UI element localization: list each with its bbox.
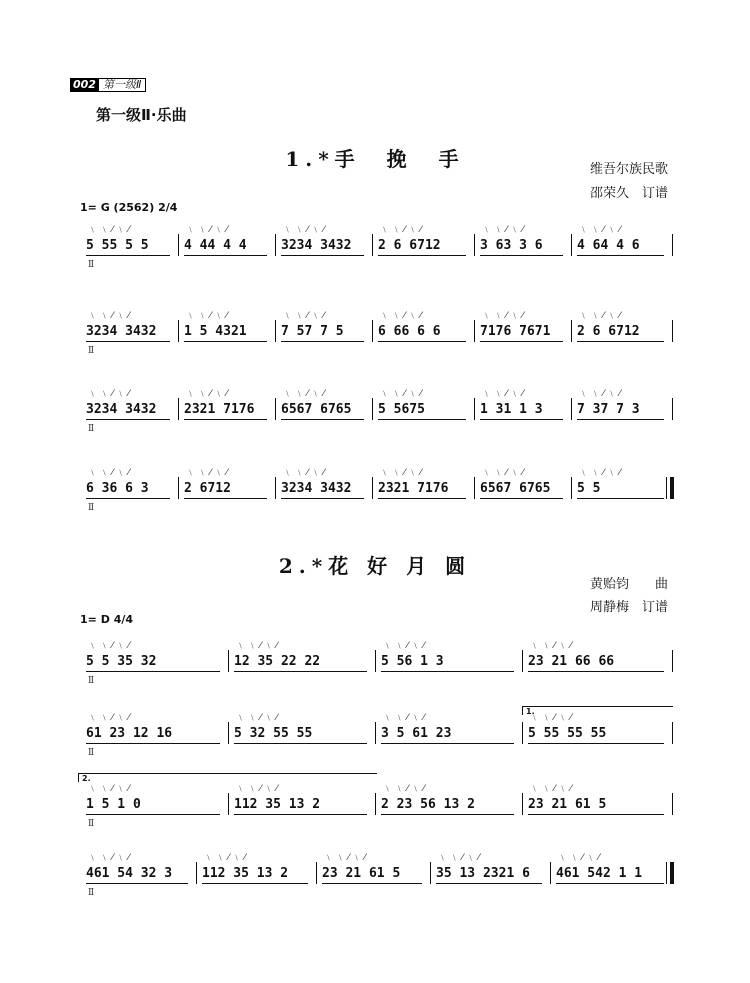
- song2-bowing-mark: ﹨ ﹨ ⁄ ﹨ ⁄: [236, 713, 278, 723]
- song1-bar-line: [275, 398, 276, 420]
- song2-measure: 35 13 2321 6: [436, 866, 530, 881]
- song2-bowing-mark: ﹨ ﹨ ⁄ ﹨ ⁄: [530, 713, 572, 723]
- volta-bracket-2: [78, 773, 377, 782]
- song1-bowing-mark: ﹨ ﹨ ⁄ ﹨ ⁄: [380, 468, 422, 478]
- song1-beam-line: [577, 419, 664, 420]
- song2-bar-line: [228, 793, 229, 815]
- song1-bar-line: [275, 477, 276, 499]
- song1-bar-line: [571, 320, 572, 342]
- song1-measure: 6567 6765: [281, 402, 352, 417]
- song2-bowing-mark: ﹨ ﹨ ⁄ ﹨ ⁄: [204, 853, 246, 863]
- song1-beam-line: [184, 255, 267, 256]
- song1-bowing-mark: ﹨ ﹨ ⁄ ﹨ ⁄: [579, 468, 621, 478]
- song2-credit-arranger: 周静梅 订谱: [589, 600, 668, 615]
- song1-bar-line: [474, 320, 475, 342]
- song1-bar-line: [474, 477, 475, 499]
- song2-bar-line: [550, 862, 551, 884]
- song1-bowing-mark: ﹨ ﹨ ⁄ ﹨ ⁄: [482, 468, 524, 478]
- song2-string-marker: Ⅱ: [88, 819, 95, 829]
- song1-final-barline-thin: [666, 477, 667, 499]
- song1-beam-line: [184, 419, 267, 420]
- song2-beam-line: [234, 814, 367, 815]
- song1-bar-line: [571, 477, 572, 499]
- song2-bowing-mark: ﹨ ﹨ ⁄ ﹨ ⁄: [530, 784, 572, 794]
- song1-bar-line: [372, 234, 373, 256]
- song2-bowing-mark: ﹨ ﹨ ⁄ ﹨ ⁄: [236, 641, 278, 651]
- song2-beam-line: [381, 743, 514, 744]
- song1-string-marker: Ⅱ: [88, 503, 95, 513]
- section-title: 第一级Ⅱ·乐曲: [96, 106, 187, 124]
- song1-measure: 5 5675: [378, 402, 425, 417]
- song2-key-text: 1= D: [80, 613, 110, 626]
- song1-bar-line: [571, 234, 572, 256]
- song2-final-barline-thin: [666, 862, 667, 884]
- song1-time-signature: 2/4: [158, 201, 178, 214]
- song1-bowing-mark: ﹨ ﹨ ⁄ ﹨ ⁄: [88, 311, 130, 321]
- song1-measure: 2321 7176: [378, 481, 449, 496]
- song2-measure: 5 55 55 55: [528, 726, 607, 741]
- song2-beam-line: [86, 814, 220, 815]
- song1-measure: 6 66 6 6: [378, 324, 441, 339]
- song1-bowing-mark: ﹨ ﹨ ⁄ ﹨ ⁄: [482, 225, 524, 235]
- song2-bar-line: [196, 862, 197, 884]
- song1-credit-origin: 维吾尔族民歌: [589, 162, 668, 177]
- volta-number-2: 2.: [82, 774, 91, 783]
- song2-bar-line: [316, 862, 317, 884]
- song1-measure: 2321 7176: [184, 402, 255, 417]
- song2-string-marker: Ⅱ: [88, 748, 95, 758]
- song1-beam-line: [480, 419, 563, 420]
- song1-measure: 3234 3432: [86, 324, 157, 339]
- song2-string-marker: Ⅱ: [88, 676, 95, 686]
- song2-beam-line: [86, 671, 220, 672]
- song1-bowing-mark: ﹨ ﹨ ⁄ ﹨ ⁄: [380, 225, 422, 235]
- song2-bar-line: [375, 793, 376, 815]
- song2-measure: 112 35 13 2: [202, 866, 289, 881]
- song1-bar-line: [178, 477, 179, 499]
- song2-beam-line: [528, 743, 664, 744]
- song1-bar-line: [372, 477, 373, 499]
- song1-beam-line: [378, 255, 466, 256]
- song2-beam-line: [556, 883, 664, 884]
- song1-measure: 7 37 7 3: [577, 402, 640, 417]
- song2-bar-line: [430, 862, 431, 884]
- song2-bowing-mark: ﹨ ﹨ ⁄ ﹨ ⁄: [324, 853, 366, 863]
- song2-string-marker: Ⅱ: [88, 888, 95, 898]
- song2-measure: 461 54 32 3: [86, 866, 173, 881]
- song2-beam-line: [322, 883, 422, 884]
- song2-measure: 3 5 61 23: [381, 726, 452, 741]
- song2-bar-line: [522, 793, 523, 815]
- song2-bar-line: [375, 650, 376, 672]
- song1-string-marker: Ⅱ: [88, 424, 95, 434]
- song1-beam-line: [86, 255, 170, 256]
- song1-bar-line: [372, 320, 373, 342]
- song2-bowing-mark: ﹨ ﹨ ⁄ ﹨ ⁄: [88, 641, 130, 651]
- song1-measure: 3234 3432: [281, 238, 352, 253]
- song1-beam-line: [281, 255, 364, 256]
- song2-bowing-mark: ﹨ ﹨ ⁄ ﹨ ⁄: [558, 853, 600, 863]
- song2-time-signature: 4/4: [113, 613, 134, 626]
- song1-bar-line: [474, 234, 475, 256]
- song1-credit-arranger: 邵荣久 订谱: [589, 186, 668, 201]
- song1-bowing-mark: ﹨ ﹨ ⁄ ﹨ ⁄: [283, 311, 325, 321]
- song1-bowing-mark: ﹨ ﹨ ⁄ ﹨ ⁄: [88, 225, 130, 235]
- song1-measure: 7 57 7 5: [281, 324, 344, 339]
- song1-bar-line: [372, 398, 373, 420]
- song2-measure: 2 23 56 13 2: [381, 797, 475, 812]
- song1-measure: 2 6 6712: [577, 324, 640, 339]
- song2-beam-line: [381, 671, 514, 672]
- song1-bowing-mark: ﹨ ﹨ ⁄ ﹨ ⁄: [283, 225, 325, 235]
- song1-bar-line: [571, 398, 572, 420]
- song1-bar-line: [474, 398, 475, 420]
- song2-bar-line: [522, 722, 523, 744]
- song2-measure: 5 32 55 55: [234, 726, 313, 741]
- song2-bowing-mark: ﹨ ﹨ ⁄ ﹨ ⁄: [383, 784, 425, 794]
- song1-beam-line: [184, 498, 267, 499]
- song1-bowing-mark: ﹨ ﹨ ⁄ ﹨ ⁄: [579, 389, 621, 399]
- song1-beam-line: [378, 419, 466, 420]
- song1-beam-line: [378, 341, 466, 342]
- song2-beam-line: [528, 814, 664, 815]
- song2-key: [80, 613, 133, 626]
- song1-measure: 2 6712: [184, 481, 231, 496]
- page-number: 002: [70, 78, 99, 92]
- song1-bar-line: [178, 398, 179, 420]
- song1-bowing-mark: ﹨ ﹨ ⁄ ﹨ ⁄: [186, 468, 228, 478]
- song1-string-marker: Ⅱ: [88, 346, 95, 356]
- volta-bracket-1: [522, 706, 673, 715]
- song1-beam-line: [86, 419, 170, 420]
- song1-beam-line: [86, 341, 170, 342]
- song2-beam-line: [86, 743, 220, 744]
- page-header: [70, 78, 146, 92]
- song2-measure: 23 21 61 5: [322, 866, 401, 881]
- song2-bar-line: [522, 650, 523, 672]
- song2-bar-line: [375, 722, 376, 744]
- song2-beam-line: [234, 743, 367, 744]
- song2-measure: 112 35 13 2: [234, 797, 321, 812]
- song1-measure: 2 6 6712: [378, 238, 441, 253]
- song1-bowing-mark: ﹨ ﹨ ⁄ ﹨ ⁄: [88, 389, 130, 399]
- song1-beam-line: [577, 255, 664, 256]
- song2-beam-line: [381, 814, 514, 815]
- song1-beam-line: [480, 341, 563, 342]
- song1-bowing-mark: ﹨ ﹨ ⁄ ﹨ ⁄: [186, 311, 228, 321]
- song1-measure: 3234 3432: [86, 402, 157, 417]
- song2-measure: 12 35 22 22: [234, 654, 321, 669]
- song1-measure: 5 5: [577, 481, 601, 496]
- song2-bar-line: [672, 722, 673, 744]
- song1-beam-line: [378, 498, 466, 499]
- song1-measure: 1 5 4321: [184, 324, 247, 339]
- song2-bowing-mark: ﹨ ﹨ ⁄ ﹨ ⁄: [88, 784, 130, 794]
- song1-measure: 3 63 3 6: [480, 238, 543, 253]
- song1-string-marker: Ⅱ: [88, 260, 95, 270]
- song2-beam-line: [202, 883, 308, 884]
- song1-bowing-mark: ﹨ ﹨ ⁄ ﹨ ⁄: [579, 225, 621, 235]
- song2-bar-line: [672, 650, 673, 672]
- song2-measure: 23 21 61 5: [528, 797, 607, 812]
- song1-title: 1.*手 挽 手: [285, 147, 465, 171]
- song1-measure: 4 64 4 6: [577, 238, 640, 253]
- song2-bowing-mark: ﹨ ﹨ ⁄ ﹨ ⁄: [383, 641, 425, 651]
- song1-bowing-mark: ﹨ ﹨ ⁄ ﹨ ⁄: [283, 389, 325, 399]
- song1-measure: 6 36 6 3: [86, 481, 149, 496]
- song1-bar-line: [275, 234, 276, 256]
- song1-measure: 7176 7671: [480, 324, 551, 339]
- song1-key: [80, 201, 177, 214]
- song1-key-text: 1= G (2562): [80, 201, 155, 214]
- song1-bar-line: [672, 398, 673, 420]
- song1-beam-line: [184, 341, 267, 342]
- song2-measure: 61 23 12 16: [86, 726, 173, 741]
- song2-measure: 5 56 1 3: [381, 654, 444, 669]
- volta-number-1: 1.: [526, 707, 535, 716]
- song2-beam-line: [86, 883, 188, 884]
- song1-beam-line: [281, 419, 364, 420]
- song1-bar-line: [672, 320, 673, 342]
- song2-bowing-mark: ﹨ ﹨ ⁄ ﹨ ⁄: [88, 713, 130, 723]
- song1-bowing-mark: ﹨ ﹨ ⁄ ﹨ ⁄: [186, 225, 228, 235]
- level-label: 第一级Ⅱ: [99, 78, 146, 92]
- song2-bar-line: [228, 722, 229, 744]
- song1-bar-line: [672, 234, 673, 256]
- song1-bowing-mark: ﹨ ﹨ ⁄ ﹨ ⁄: [482, 389, 524, 399]
- song2-final-barline-thick: [670, 862, 674, 884]
- song2-bowing-mark: ﹨ ﹨ ⁄ ﹨ ⁄: [383, 713, 425, 723]
- song1-bar-line: [178, 234, 179, 256]
- song2-measure: 23 21 66 66: [528, 654, 615, 669]
- song1-beam-line: [86, 498, 170, 499]
- song2-beam-line: [234, 671, 367, 672]
- song1-bowing-mark: ﹨ ﹨ ⁄ ﹨ ⁄: [186, 389, 228, 399]
- song2-measure: 1 5 1 0: [86, 797, 141, 812]
- song1-measure: 5 55 5 5: [86, 238, 149, 253]
- song2-credit-composer: 黄贻钧 曲: [589, 577, 668, 592]
- song1-beam-line: [281, 341, 364, 342]
- song2-measure: 5 5 35 32: [86, 654, 157, 669]
- song1-beam-line: [480, 255, 563, 256]
- song1-bowing-mark: ﹨ ﹨ ⁄ ﹨ ⁄: [283, 468, 325, 478]
- song2-bar-line: [228, 650, 229, 672]
- song2-bowing-mark: ﹨ ﹨ ⁄ ﹨ ⁄: [530, 641, 572, 651]
- song2-title: 2.*花 好 月 圆: [278, 554, 472, 578]
- song2-beam-line: [436, 883, 542, 884]
- song2-bowing-mark: ﹨ ﹨ ⁄ ﹨ ⁄: [438, 853, 480, 863]
- song1-measure: 3234 3432: [281, 481, 352, 496]
- song1-measure: 1 31 1 3: [480, 402, 543, 417]
- song1-beam-line: [577, 498, 664, 499]
- song1-bowing-mark: ﹨ ﹨ ⁄ ﹨ ⁄: [380, 389, 422, 399]
- song1-bowing-mark: ﹨ ﹨ ⁄ ﹨ ⁄: [482, 311, 524, 321]
- song1-bowing-mark: ﹨ ﹨ ⁄ ﹨ ⁄: [380, 311, 422, 321]
- song1-bar-line: [178, 320, 179, 342]
- song1-beam-line: [281, 498, 364, 499]
- song1-bar-line: [275, 320, 276, 342]
- song2-bowing-mark: ﹨ ﹨ ⁄ ﹨ ⁄: [236, 784, 278, 794]
- song2-measure: 461 542 1 1: [556, 866, 643, 881]
- song1-beam-line: [577, 341, 664, 342]
- song1-bowing-mark: ﹨ ﹨ ⁄ ﹨ ⁄: [579, 311, 621, 321]
- song1-beam-line: [480, 498, 563, 499]
- song1-measure: 6567 6765: [480, 481, 551, 496]
- song1-bowing-mark: ﹨ ﹨ ⁄ ﹨ ⁄: [88, 468, 130, 478]
- song1-measure: 4 44 4 4: [184, 238, 247, 253]
- song2-beam-line: [528, 671, 664, 672]
- song2-bar-line: [672, 793, 673, 815]
- song2-bowing-mark: ﹨ ﹨ ⁄ ﹨ ⁄: [88, 853, 130, 863]
- song1-final-barline-thick: [670, 477, 674, 499]
